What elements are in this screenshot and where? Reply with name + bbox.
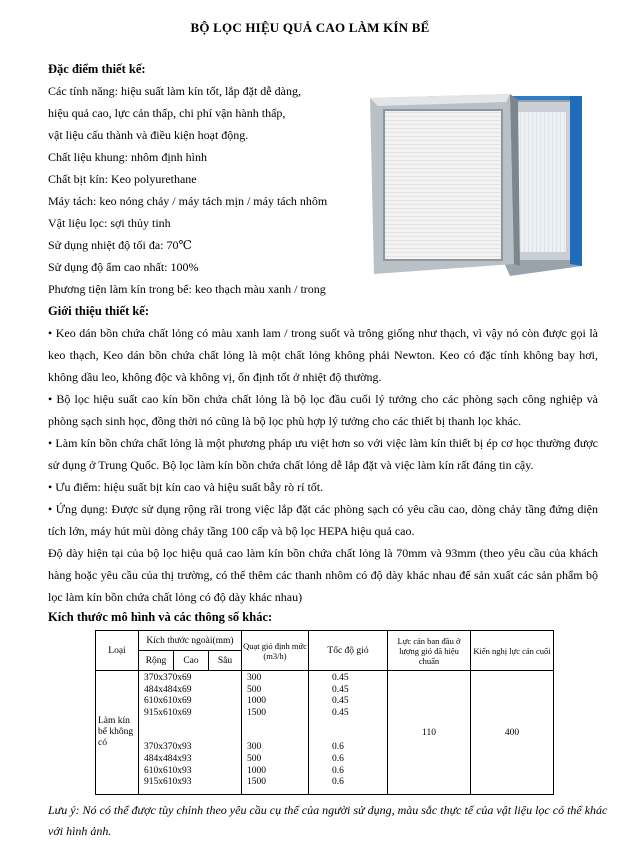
design-line: Các tính năng: hiệu suất làm kín tốt, lắp đặt dễ dàng, xyxy=(48,84,301,98)
intro-paragraph-2: • Bộ lọc hiệu suất cao kín bồn chứa chất lỏng là bộ lọc đầu cuối lý tưởng cho các phòng sạch công nghiệp và phòng sạch sinh học, đồng thời nó cũng là bộ lọc phù hợp lý tưởng cho các thiết bị thanh lọc khác. xyxy=(48,392,598,428)
header-depth: Sâu xyxy=(209,651,242,671)
design-line: Sử dụng nhiệt độ tối đa: 70℃ xyxy=(48,238,192,252)
design-line: Sử dụng độ ẩm cao nhất: 100% xyxy=(48,260,199,274)
intro-paragraph-1: • Keo dán bồn chứa chất lỏng có màu xanh lam / trong suốt và trông giống như thạch, vì vậy nó còn được gọi là keo thạch, Keo dán bồn chứa chất lỏng là một chất lỏng không phải Newton. Keo có đặc tính không bay hơi, không dầu leo, không độc và không vị, ổn định tốt ở nhiệt độ thường. xyxy=(48,326,598,384)
intro-heading: Giới thiệu thiết kế: xyxy=(48,304,150,318)
airflow-value: 1500 xyxy=(247,707,266,718)
size-value: 370x370x69 xyxy=(144,673,192,683)
size-value: 610x610x69 xyxy=(144,696,192,707)
speed-value: 0.6 xyxy=(332,765,344,776)
size-value: 915x610x69 xyxy=(144,707,192,718)
specs-heading: Kích thước mô hình và các thông số khác: xyxy=(48,610,273,624)
final-resistance-cell: 400 xyxy=(471,671,554,795)
size-value: 915x610x93 xyxy=(144,777,192,788)
speed-value: 0.45 xyxy=(332,707,349,718)
size-cell xyxy=(139,671,242,795)
airflow-value: 500 xyxy=(247,753,262,764)
filter-product-image xyxy=(360,88,585,278)
design-line: Phương tiện làm kín trong bể: keo thạch màu xanh / trong xyxy=(48,282,326,296)
intro-paragraph-6: Độ dày hiện tại của bộ lọc hiệu quả cao làm kín bồn chứa chất lỏng là 70mm và 93mm (theo yêu cầu của khách hàng hoặc yêu cầu của thị trường, có thể thêm các thanh nhôm có độ dày khác nhau để sản xuất các sản phẩm bộ lọc làm kín bồn chứa chất lỏng có độ dày khác nhau) xyxy=(48,546,598,604)
speed-value: 0.45 xyxy=(332,696,349,707)
header-height: Cao xyxy=(174,651,209,671)
spec-table xyxy=(95,630,554,795)
design-line: Máy tách: keo nóng chảy / máy tách mịn / máy tách nhôm xyxy=(48,194,328,208)
speed-value: 0.45 xyxy=(332,673,349,683)
speed-value: 0.45 xyxy=(332,684,349,695)
size-value: 610x610x93 xyxy=(144,765,192,776)
intro-paragraph-5: • Ứng dụng: Được sử dụng rộng rãi trong việc lắp đặt các phòng sạch có yêu cầu cao, dòng chảy tầng đứng diện tích lớn, máy hút mùi dòng chảy tầng 100 cấp và bộ lọc HEPA hiệu quả cao. xyxy=(48,502,598,538)
speed-value: 0.6 xyxy=(332,753,344,764)
page-title: BỘ LỌC HIỆU QUẢ CAO LÀM KÍN BỂ xyxy=(190,20,430,35)
size-value: 484x484x93 xyxy=(144,753,192,764)
initial-resistance-cell: 110 xyxy=(388,671,471,795)
airflow-value: 1500 xyxy=(247,777,266,788)
speed-value: 0.6 xyxy=(332,777,344,788)
header-airflow: Quạt gió định mức (m3/h) xyxy=(242,631,309,671)
design-line: Vật liệu lọc: sợi thủy tinh xyxy=(48,216,171,230)
footnote: Lưu ý: Nó có thể được tùy chỉnh theo yêu cầu cụ thể của người sử dụng, màu sắc thực tế của vật liệu lọc có thể khác với hình ảnh. xyxy=(48,803,608,838)
airflow-value: 1000 xyxy=(247,765,266,776)
design-line: hiệu quả cao, lực cản thấp, chi phí vận hành thấp, xyxy=(48,106,286,120)
design-line: Chất liệu khung: nhôm định hình xyxy=(48,150,207,164)
design-heading: Đặc điểm thiết kế: xyxy=(48,62,146,76)
airflow-value: 1000 xyxy=(247,696,266,707)
speed-value: 0.6 xyxy=(332,742,344,753)
header-speed: Tốc độ gió xyxy=(309,631,388,671)
type-cell: Làm kín bể không có xyxy=(96,671,139,795)
size-value: 370x370x93 xyxy=(144,742,192,753)
header-final-resistance: Kiến nghị lực cản cuối xyxy=(471,631,554,671)
airflow-value: 300 xyxy=(247,742,262,753)
speed-cell xyxy=(309,671,388,795)
design-line: Chất bịt kín: Keo polyurethane xyxy=(48,172,197,186)
airflow-cell xyxy=(242,671,309,795)
header-width: Rộng xyxy=(139,651,174,671)
airflow-value: 500 xyxy=(247,684,262,695)
header-initial-resistance: Lực cản ban đầu ở lượng gió đã hiệu chuẩn xyxy=(388,631,471,671)
intro-paragraph-4: • Ưu điểm: hiệu suất bịt kín cao và hiệu suất bẫy rò rỉ tốt. xyxy=(48,480,324,494)
size-value: 484x484x69 xyxy=(144,684,192,695)
header-size: Kích thước ngoài(mm) xyxy=(139,631,242,651)
header-type: Loại xyxy=(96,631,139,671)
design-line: vật liệu cấu thành và điều kiện hoạt động. xyxy=(48,128,249,142)
airflow-value: 300 xyxy=(247,673,262,683)
intro-paragraph-3: • Làm kín bồn chứa chất lỏng là một phương pháp ưu việt hơn so với việc làm kín thiết bị ép cơ học thường được sử dụng ở Trung Quốc. Bộ lọc làm kín bồn chứa chất lỏng dễ lắp đặt và việc làm kín rất đáng tin cậy. xyxy=(48,436,598,472)
